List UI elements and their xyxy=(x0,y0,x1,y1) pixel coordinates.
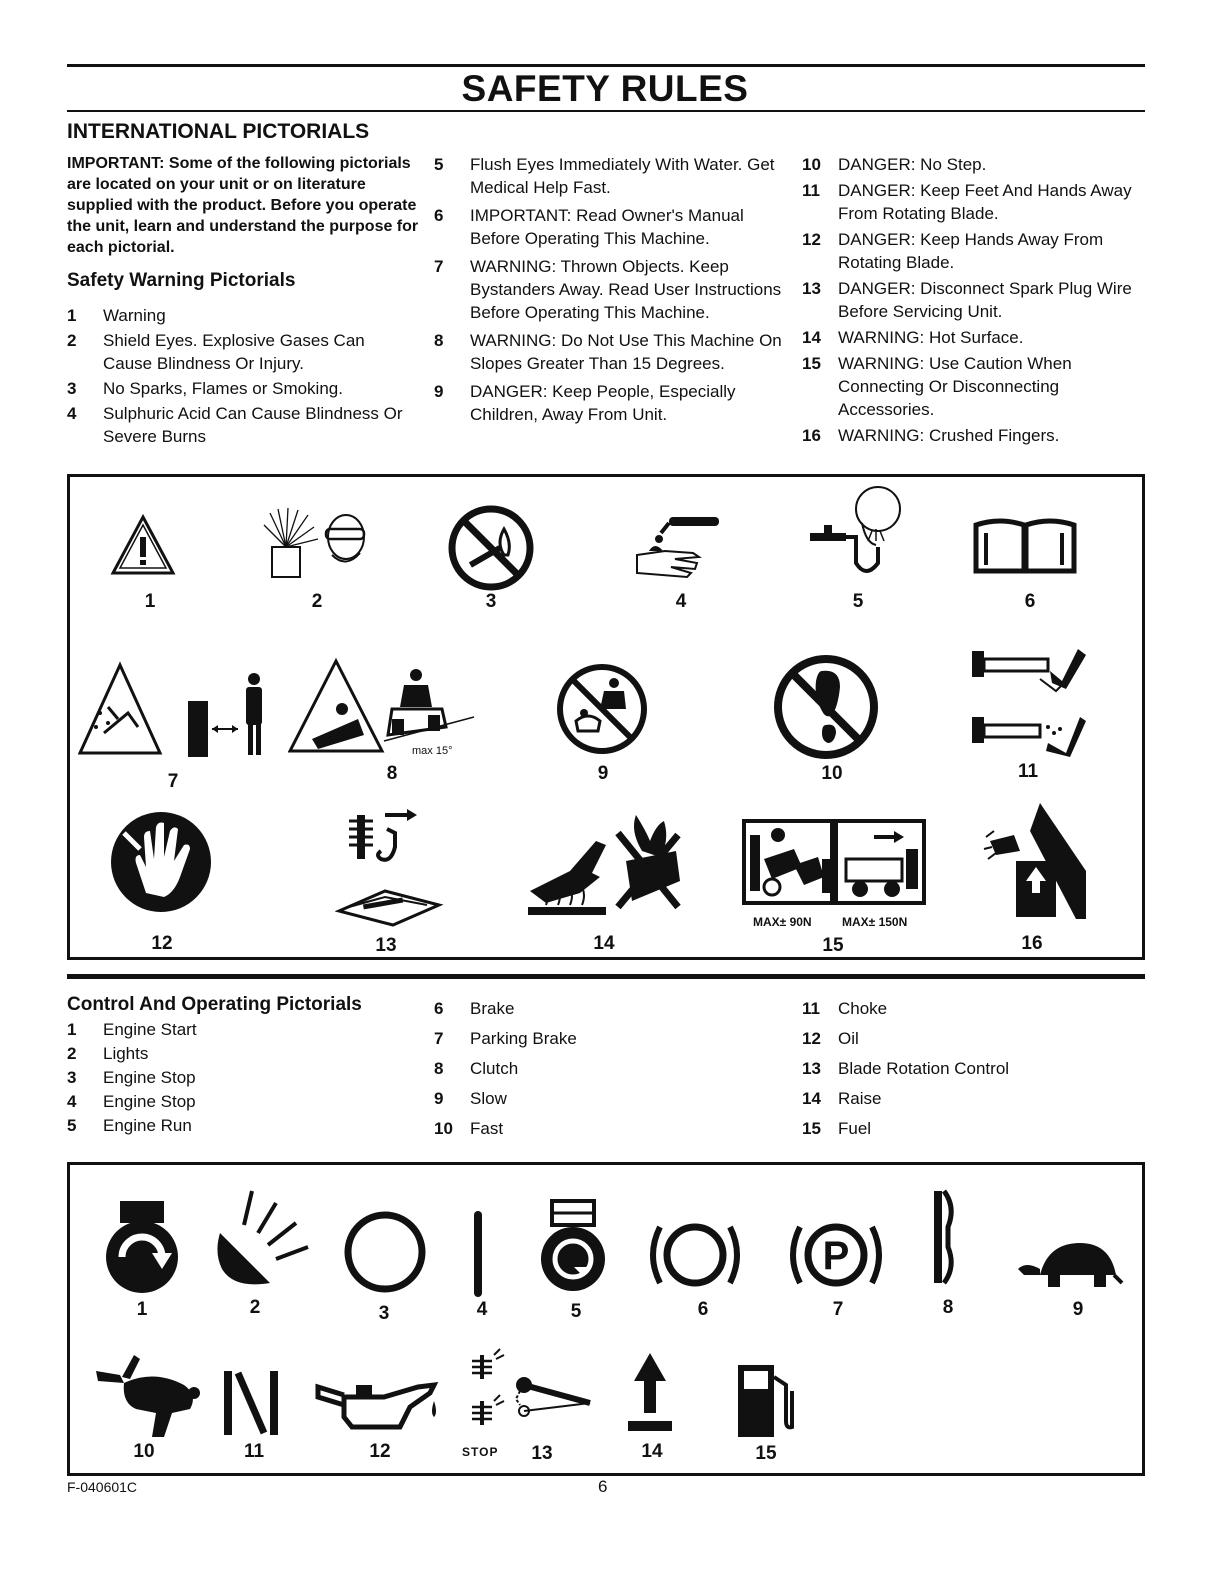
list-item: 1 Warning xyxy=(67,306,166,325)
hot-surface-icon xyxy=(526,811,686,921)
list-item: 3 Engine Stop xyxy=(67,1068,196,1087)
list-item: 10 DANGER: No Step. xyxy=(802,155,987,174)
list-item: 10 Fast xyxy=(434,1119,504,1138)
pictorial-number: 4 xyxy=(675,591,687,612)
control-list-col-1 xyxy=(67,1018,407,1138)
choke-icon xyxy=(218,1365,284,1439)
pictorial-number: 4 xyxy=(476,1299,488,1320)
crushed-fingers-icon xyxy=(980,801,1090,919)
thrown-objects-icon xyxy=(78,661,273,761)
list-item: 6 IMPORTANT: Read Owner's Manual Before Operating This Machine. xyxy=(434,206,744,248)
pictorial-number: 13 xyxy=(531,1443,553,1464)
warning-triangle-icon xyxy=(110,513,176,579)
page-title: SAFETY RULES xyxy=(461,68,749,109)
pictorial-number: 10 xyxy=(821,763,843,784)
pictorial-number: 5 xyxy=(570,1301,582,1322)
fuel-pump-icon xyxy=(734,1361,800,1441)
brake-icon xyxy=(648,1213,742,1297)
pictorial-number: 15 xyxy=(822,935,844,956)
pictorial-number: 1 xyxy=(136,1299,148,1320)
section-divider xyxy=(67,974,1145,979)
pictorial-number: 9 xyxy=(597,763,609,784)
hands-away-blade-icon xyxy=(106,807,216,917)
list-item: 16 WARNING: Crushed Fingers. xyxy=(802,426,1060,445)
control-list-col-3 xyxy=(802,994,1142,1144)
pictorial-number: 3 xyxy=(378,1303,390,1324)
list-item: 9 Slow xyxy=(434,1089,507,1108)
pictorial-number: 11 xyxy=(1017,761,1039,782)
flush-eyes-faucet-icon xyxy=(806,483,916,588)
list-item: 12 Oil xyxy=(802,1029,859,1048)
list-item: 9 DANGER: Keep People, Especially Children, Away From Unit. xyxy=(434,382,736,424)
clutch-icon xyxy=(928,1187,964,1287)
pictorial-number: 7 xyxy=(832,1299,844,1320)
lights-icon xyxy=(214,1189,314,1293)
list-item: 5 Flush Eyes Immediately With Water. Get Medical Help Fast. xyxy=(434,155,775,197)
list-item: 3 No Sparks, Flames or Smoking. xyxy=(67,379,343,398)
slow-turtle-icon xyxy=(1014,1239,1124,1293)
engine-stop-bar-icon xyxy=(470,1209,486,1299)
slope-caption: max 15° xyxy=(412,745,453,757)
top-rule xyxy=(67,64,1145,67)
list-item: 14 WARNING: Hot Surface. xyxy=(802,328,1024,347)
title-underline xyxy=(67,110,1145,112)
control-pictorials-box xyxy=(67,1162,1145,1476)
safety-list-col-2 xyxy=(434,153,784,426)
engine-stop-circle-icon xyxy=(342,1209,428,1295)
oil-can-icon xyxy=(314,1367,444,1439)
safety-heading: Safety Warning Pictorials xyxy=(67,270,296,291)
list-item: 11 Choke xyxy=(802,999,888,1018)
acid-burn-hand-icon xyxy=(635,507,725,582)
pictorial-number: 2 xyxy=(311,591,323,612)
list-item: 8 WARNING: Do Not Use This Machine On Slopes Greater Than 15 Degrees. xyxy=(434,331,782,373)
engine-run-icon xyxy=(538,1199,608,1295)
pictorial-number: 9 xyxy=(1072,1299,1084,1320)
parking-brake-icon xyxy=(788,1213,884,1297)
list-item: 15 Fuel xyxy=(802,1119,872,1138)
document-code: F-040601C xyxy=(67,1479,138,1495)
stop-caption: STOP xyxy=(462,1445,499,1459)
safety-pictorials-box xyxy=(67,474,1145,960)
pictorial-number: 7 xyxy=(167,771,179,792)
pictorial-number: 15 xyxy=(755,1443,777,1464)
keep-children-away-icon xyxy=(554,661,650,757)
list-item: 12 DANGER: Keep Hands Away From Rotating Blade. xyxy=(802,230,1104,272)
pictorial-number: 2 xyxy=(249,1297,261,1318)
force-caption-1: MAX± 90N xyxy=(753,915,812,929)
no-step-icon xyxy=(770,653,882,761)
force-caption-2: MAX± 150N xyxy=(842,915,908,929)
pictorial-number: 14 xyxy=(593,933,615,954)
pictorial-number: 5 xyxy=(852,591,864,612)
rotating-blade-feet-hands-icon xyxy=(970,647,1090,759)
blade-rotation-control-icon xyxy=(466,1347,596,1437)
list-item: 6 Brake xyxy=(434,999,515,1018)
pictorial-number: 12 xyxy=(369,1441,391,1462)
pictorial-number: 1 xyxy=(144,591,156,612)
pictorial-number: 3 xyxy=(485,591,497,612)
safety-list-col-1 xyxy=(67,304,417,448)
page-number: 6 xyxy=(598,1477,608,1496)
engine-start-icon xyxy=(104,1199,180,1297)
pictorial-number: 10 xyxy=(133,1441,155,1462)
list-item: 2 Shield Eyes. Explosive Gases Can Cause Blindness Or Injury. xyxy=(67,331,365,373)
important-note: IMPORTANT: Some of the following pictorials are located on your unit or on literature supplied with the product. Before you operate the unit, learn and understand the purpose for each pictorial. xyxy=(67,155,419,256)
control-heading: Control And Operating Pictorials xyxy=(67,994,362,1015)
list-item: 8 Clutch xyxy=(434,1059,519,1078)
read-manual-book-icon xyxy=(970,517,1080,575)
list-item: 4 Engine Stop xyxy=(67,1092,196,1111)
pictorial-number: 13 xyxy=(375,935,397,956)
disconnect-spark-plug-icon xyxy=(335,807,445,927)
pictorial-number: 8 xyxy=(942,1297,954,1318)
attachment-caution-icon xyxy=(742,819,928,905)
list-item: 4 Sulphuric Acid Can Cause Blindness Or Severe Burns xyxy=(67,404,403,446)
parking-letter: P xyxy=(822,1234,850,1278)
safety-list-col-3 xyxy=(802,153,1146,447)
slope-warning-icon xyxy=(288,657,483,757)
raise-arrow-icon xyxy=(626,1351,674,1433)
pictorial-number: 11 xyxy=(243,1441,265,1462)
control-list-col-2 xyxy=(434,994,774,1144)
pictorial-number: 16 xyxy=(1021,933,1043,954)
list-item: 7 WARNING: Thrown Objects. Keep Bystanders Away. Read User Instructions Before Operating This Machine. xyxy=(434,257,782,322)
list-item: 13 Blade Rotation Control xyxy=(802,1059,1010,1078)
pictorial-number: 8 xyxy=(386,763,398,784)
pictorial-number: 6 xyxy=(697,1299,709,1320)
no-flames-smoking-icon xyxy=(446,503,536,593)
list-item: 15 WARNING: Use Caution When Connecting Or Disconnecting Accessories. xyxy=(802,354,1072,419)
pictorial-number: 14 xyxy=(641,1441,663,1462)
list-item: 2 Lights xyxy=(67,1044,149,1063)
list-item: 14 Raise xyxy=(802,1089,882,1108)
shield-eyes-explosion-icon xyxy=(260,507,370,582)
list-item: 11 DANGER: Keep Feet And Hands Away From Rotating Blade. xyxy=(802,181,1132,223)
list-item: 5 Engine Run xyxy=(67,1116,192,1135)
list-item: 13 DANGER: Disconnect Spark Plug Wire Before Servicing Unit. xyxy=(802,279,1132,321)
list-item: 7 Parking Brake xyxy=(434,1029,577,1048)
section-title: INTERNATIONAL PICTORIALS xyxy=(67,120,370,143)
list-item: 1 Engine Start xyxy=(67,1020,197,1039)
pictorial-number: 6 xyxy=(1024,591,1036,612)
pictorial-number: 12 xyxy=(151,933,173,954)
fast-rabbit-icon xyxy=(94,1353,206,1441)
